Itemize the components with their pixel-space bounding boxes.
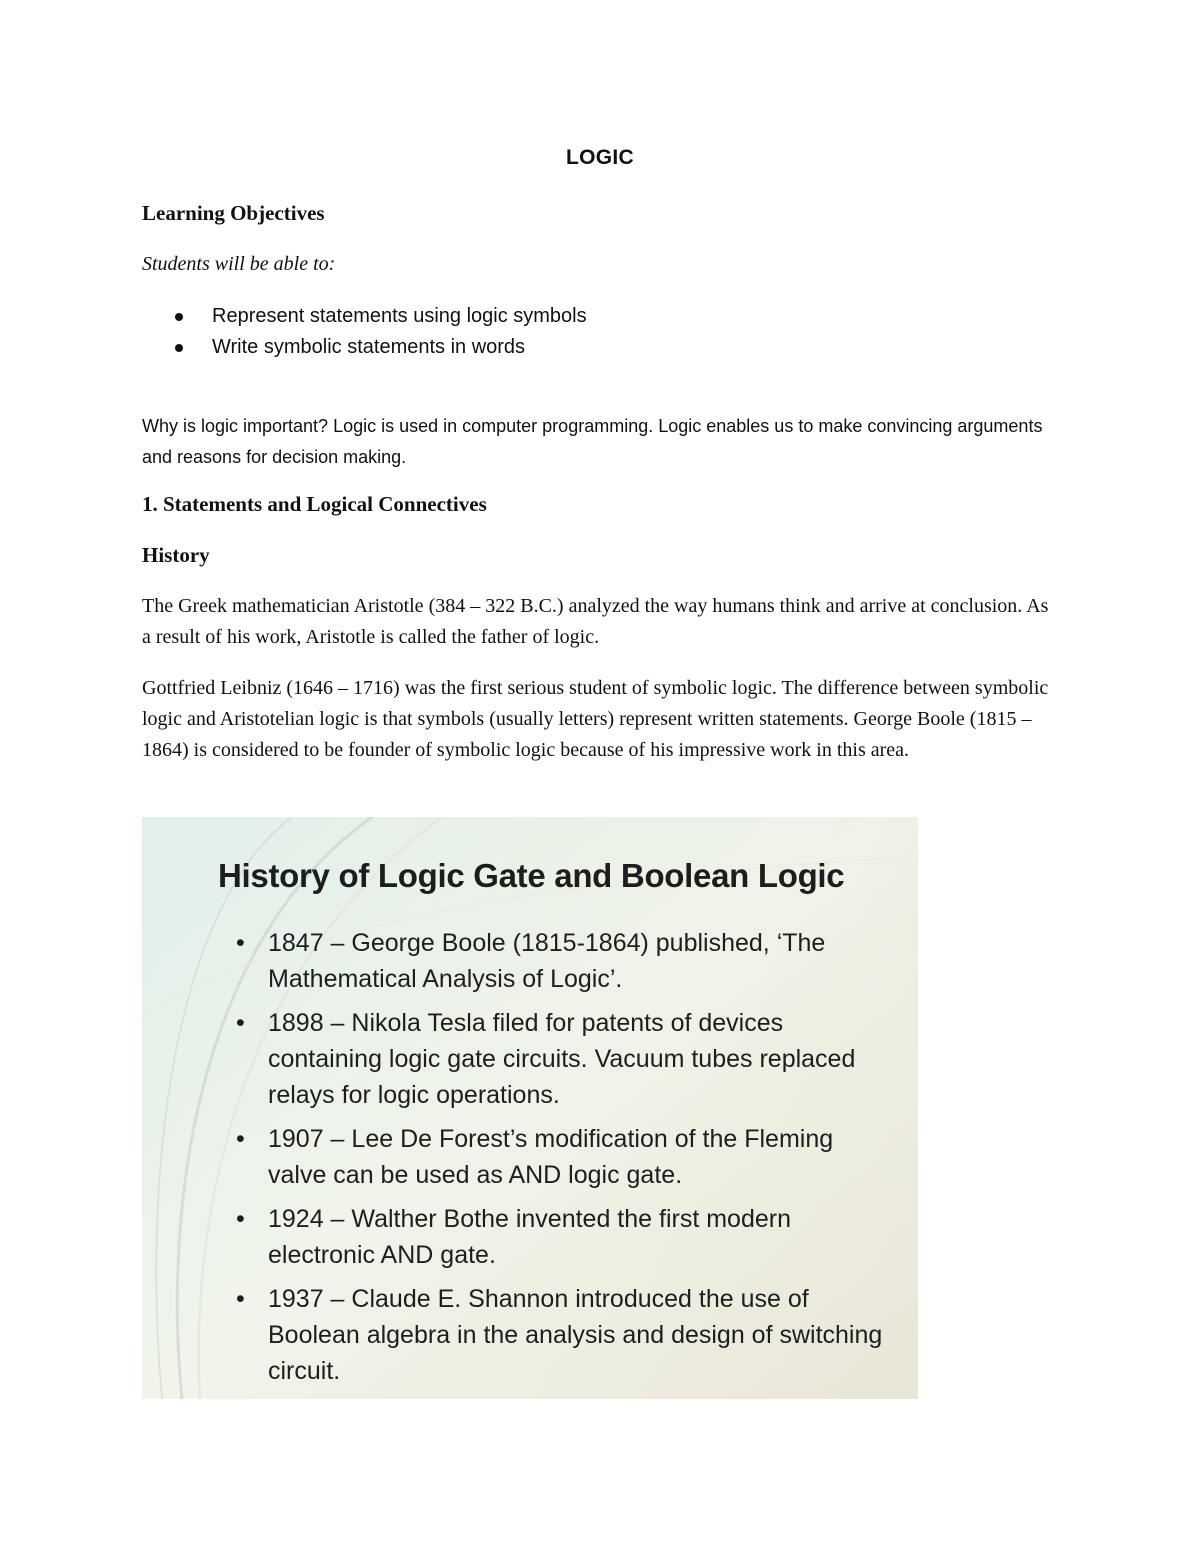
bullet-icon: • [236,1009,245,1037]
slide-item-text: 1847 – George Boole (1815-1864) published, ‘The Mathematical Analysis of Logic’. [268,929,826,993]
learning-objectives-heading: Learning Objectives [142,201,325,225]
slide-item-text: 1907 – Lee De Forest’s modification of the Fleming valve can be used as AND logic gate. [268,1125,834,1189]
slide-bullet-list [232,925,892,1397]
history-heading: History [142,543,210,567]
bullet-icon: • [236,1205,245,1233]
bullet-icon: • [236,1125,245,1153]
slide-item-text: 1924 – Walther Bothe invented the first modern electronic AND gate. [268,1205,791,1269]
objectives-intro: Students will be able to: [142,253,336,275]
history-slide-image [142,817,918,1399]
list-item [232,925,892,997]
slide-title: History of Logic Gate and Boolean Logic [218,857,845,894]
bullet-icon: • [236,1285,245,1313]
objectives-list [142,303,587,365]
list-item [232,1005,892,1113]
list-item [232,1121,892,1193]
list-item [142,334,587,365]
list-item [232,1281,892,1389]
page-title: LOGIC [566,146,634,169]
objective-text: Write symbolic statements in words [212,336,526,358]
objective-text: Represent statements using logic symbols [212,305,587,327]
bullet-icon: • [236,929,245,957]
leibniz-paragraph: Gottfried Leibniz (1646 – 1716) was the first serious student of symbolic logic. The difference between symbolic logic and Aristotelian logic is that symbols (usually letters) represent written statements. George Boole (1815 – 1864) is considered to be founder of symbolic logic because of his impressive work in this area. [142,677,1049,761]
slide-item-text: 1898 – Nikola Tesla filed for patents of devices containing logic gate circuits. Vacuum tubes replaced relays for logic operations. [268,1009,856,1109]
list-item [142,303,587,334]
slide-item-text: 1937 – Claude E. Shannon introduced the use of Boolean algebra in the analysis and design of switching circuit. [268,1285,883,1385]
bullet-icon [175,344,183,352]
bullet-icon [175,313,183,321]
aristotle-paragraph: The Greek mathematician Aristotle (384 – 322 B.C.) analyzed the way humans think and arrive at conclusion. As a result of his work, Aristotle is called the father of logic. [142,595,1049,648]
list-item [232,1201,892,1273]
section-heading: 1. Statements and Logical Connectives [142,492,487,516]
why-logic-paragraph: Why is logic important? Logic is used in computer programming. Logic enables us to make convincing arguments and reasons for decision making. [142,416,1043,467]
